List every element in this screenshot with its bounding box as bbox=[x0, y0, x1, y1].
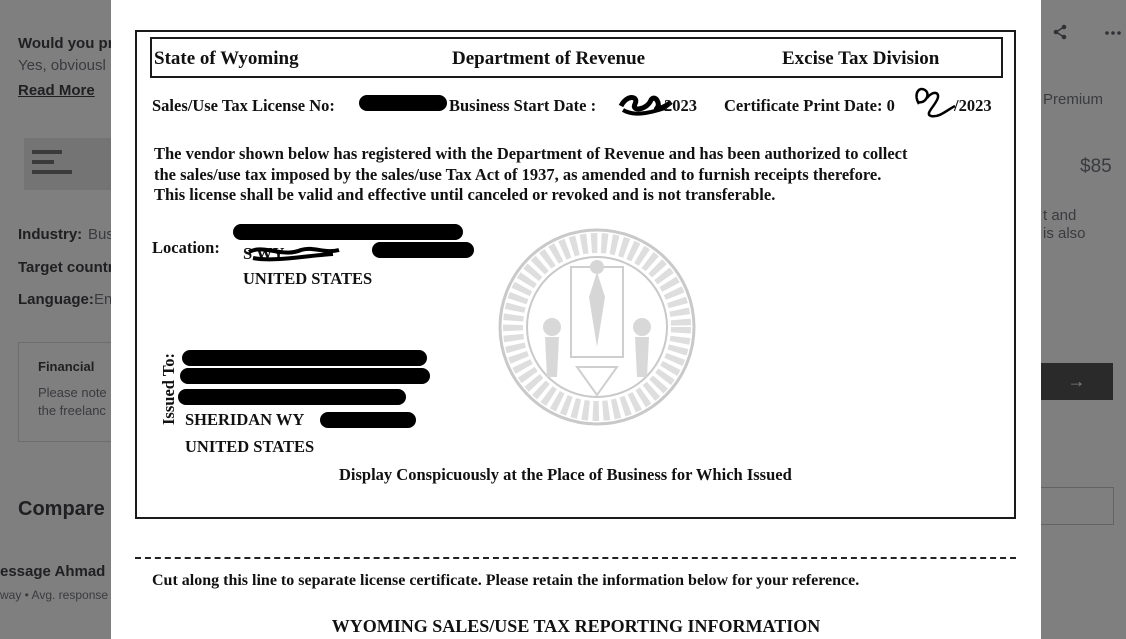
wyoming-great-seal-icon bbox=[497, 227, 697, 427]
redaction-location-name bbox=[233, 224, 463, 240]
authorization-paragraph: The vendor shown below has registered with the Department of Revenue and has been authorized to collect the sales/use tax imposed by the sales/use Tax Act of 1937, as amended and to furnish receipts therefore. This license shall be valid and effective until canceled or revoked and is not transferable. bbox=[154, 144, 908, 204]
license-number-label: Sales/Use Tax License No: bbox=[152, 96, 335, 115]
redaction-location-zip bbox=[372, 242, 474, 258]
division-title: Excise Tax Division bbox=[782, 48, 940, 69]
redaction-print-date bbox=[911, 84, 959, 120]
department-title: Department of Revenue bbox=[452, 48, 646, 69]
start-date-year: 2023 bbox=[664, 96, 697, 115]
redaction-issued-line2 bbox=[180, 368, 430, 384]
reporting-title: WYOMING SALES/USE TAX REPORTING INFORMATION bbox=[331, 616, 821, 636]
redaction-issued-name bbox=[182, 350, 427, 366]
issued-city: SHERIDAN WY bbox=[185, 410, 305, 429]
location-label: Location: bbox=[152, 238, 220, 257]
redaction-location-street bbox=[243, 242, 343, 264]
state-title: State of Wyoming bbox=[154, 48, 299, 69]
cut-line bbox=[135, 557, 1016, 559]
display-note: Display Conspicuously at the Place of Business for Which Issued bbox=[339, 465, 792, 484]
redaction-license-number bbox=[359, 95, 447, 111]
image-viewer-modal bbox=[111, 0, 1041, 639]
issued-country: UNITED STATES bbox=[185, 437, 315, 456]
location-country: UNITED STATES bbox=[243, 269, 373, 288]
redaction-issued-street bbox=[178, 389, 406, 405]
print-date-year: /2023 bbox=[954, 96, 992, 115]
start-date-label: Business Start Date : bbox=[449, 96, 597, 115]
print-date-label: Certificate Print Date: 0 bbox=[724, 96, 895, 115]
location-city: S WY bbox=[243, 244, 285, 263]
redaction-issued-zip bbox=[320, 412, 416, 428]
cut-instructions: Cut along this line to separate license certificate. Please retain the information below for your reference. bbox=[152, 572, 860, 589]
issued-to-label: Issued To: bbox=[159, 352, 178, 425]
license-certificate bbox=[135, 30, 1016, 519]
certificate-header bbox=[150, 37, 1003, 78]
